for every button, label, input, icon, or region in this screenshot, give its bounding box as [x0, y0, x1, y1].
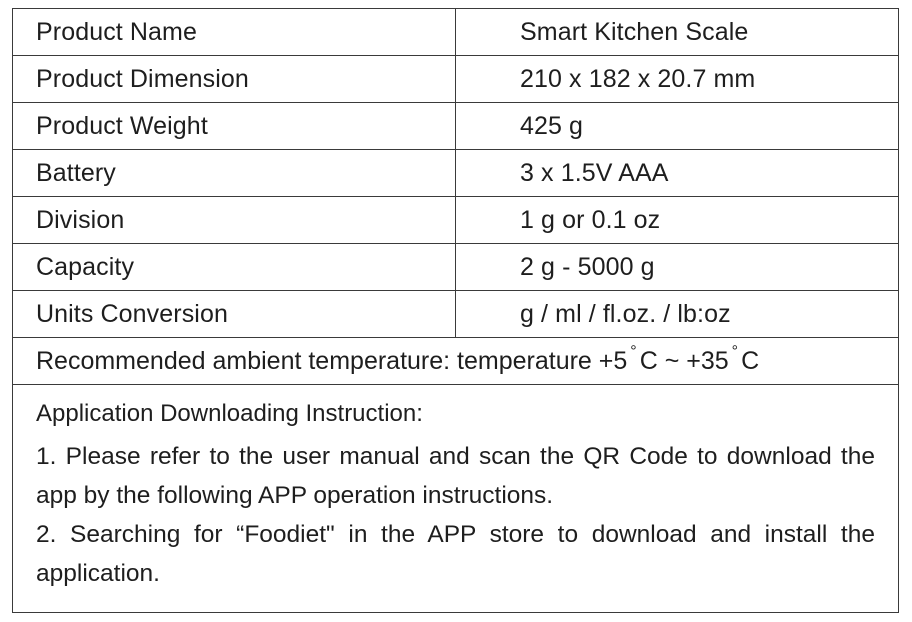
spec-value: g / ml / fl.oz. / lb:oz	[520, 299, 731, 328]
instructions-section	[13, 385, 898, 593]
spec-name: Capacity	[13, 244, 456, 290]
spec-value: 2 g - 5000 g	[520, 252, 655, 281]
temperature-suffix: C	[741, 346, 760, 375]
spec-name: Division	[13, 197, 456, 243]
spec-value: 1 g or 0.1 oz	[520, 205, 661, 234]
spec-value: 210 x 182 x 20.7 mm	[520, 64, 756, 93]
spec-value: Smart Kitchen Scale	[520, 17, 749, 46]
spec-row-division	[13, 197, 898, 244]
spec-value: 3 x 1.5V AAA	[520, 158, 669, 187]
spec-name: Product Weight	[13, 103, 456, 149]
temperature-middle: C ~ +35	[639, 346, 729, 375]
spec-row-units-conversion	[13, 291, 898, 338]
spec-row-product-name	[13, 9, 898, 56]
spec-name: Product Dimension	[13, 56, 456, 102]
instruction-step-2: 2. Searching for “Foodiet" in the APP store to download and install the application.	[36, 521, 875, 587]
spec-row-capacity	[13, 244, 898, 291]
degree-symbol: °	[731, 343, 739, 360]
instructions-title: Application Downloading Instruction:	[36, 400, 423, 427]
degree-symbol: °	[630, 343, 637, 360]
spec-table	[12, 8, 899, 613]
temperature-prefix: Recommended ambient temperature: temperature +5	[36, 346, 628, 375]
spec-value: 425 g	[520, 111, 584, 140]
spec-row-product-dimension	[13, 56, 898, 103]
spec-name: Battery	[13, 150, 456, 196]
instruction-step-1: 1. Please refer to the user manual and scan the QR Code to download the app by the following APP operation instructions.	[36, 443, 875, 509]
spec-name: Units Conversion	[13, 291, 456, 337]
spec-name: Product Name	[13, 9, 456, 55]
temperature-row	[13, 338, 898, 385]
spec-row-battery	[13, 150, 898, 197]
spec-row-product-weight	[13, 103, 898, 150]
